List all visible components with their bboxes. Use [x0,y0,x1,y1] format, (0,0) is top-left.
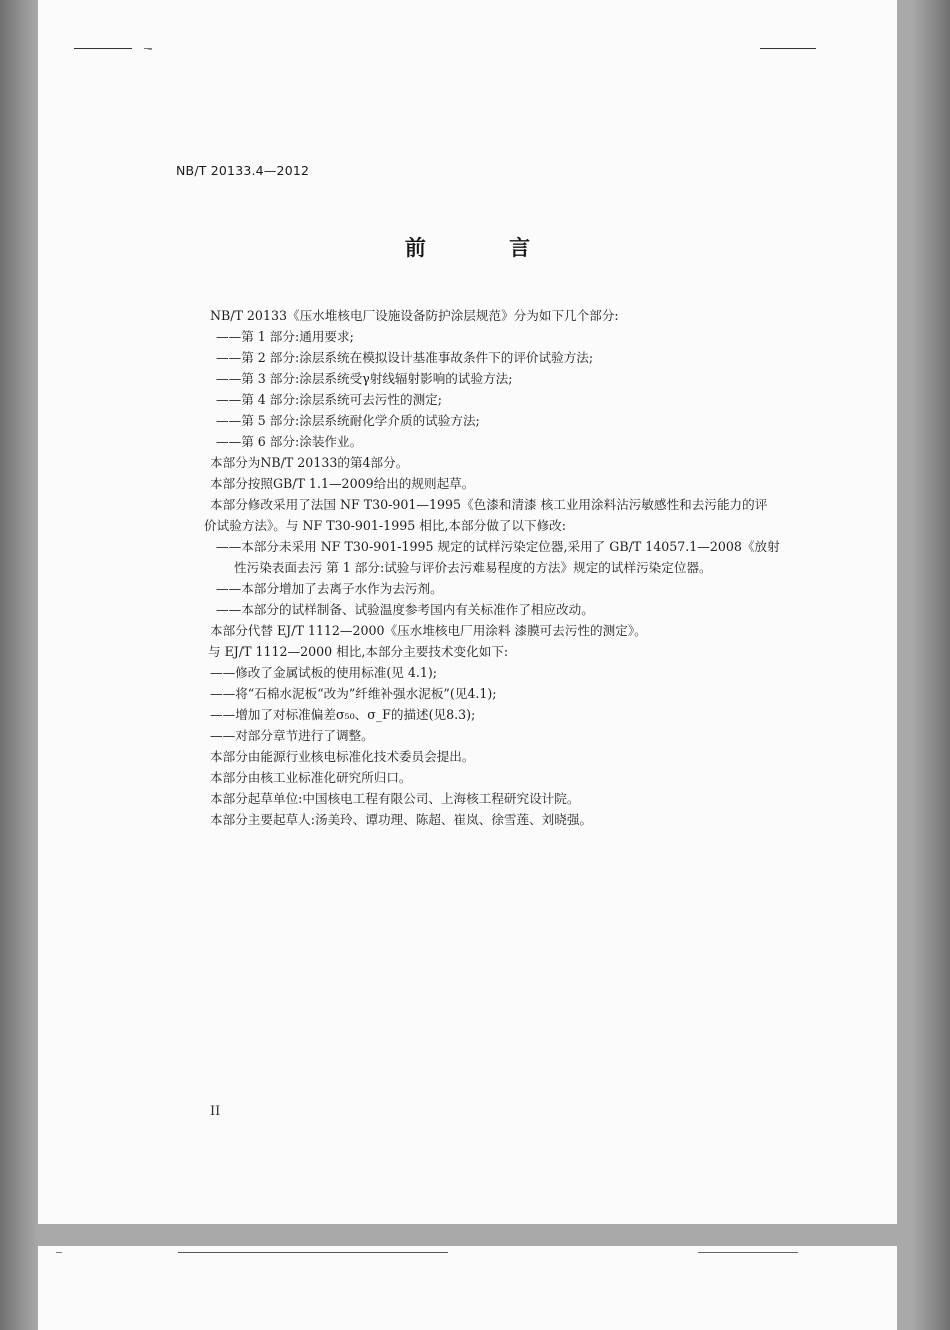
text-line: 本部分由能源行业核电标准化技术委员会提出。 [210,749,475,764]
text-line: 本部分修改采用了法国 NF T30-901—1995《色漆和清漆 核工业用涂料沾污敏感性和去污能力的评 [210,497,768,512]
list-item: ——修改了金属试板的使用标准(见 4.1); [210,665,438,680]
text-line: 本部分代替 EJ/T 1112—2000《压水堆核电厂用涂料 漆膜可去污性的测定》。 [210,623,647,638]
list-item: ——本部分增加了去离子水作为去污剂。 [216,581,443,596]
list-item: ——第 6 部分:涂装作业。 [216,434,363,449]
text-line: 本部分由核工业标准化研究所归口。 [210,770,412,785]
text-line: 本部分起草单位:中国核电工程有限公司、上海核工程研究设计院。 [210,791,580,806]
list-item: ——第 3 部分:涂层系统受γ射线辐射影响的试验方法; [216,371,513,386]
list-item: ——增加了对标准偏差σ₅₀、σ_F的描述(见8.3); [210,707,476,722]
scan-mark-next-middle [178,1252,448,1253]
text-line-continuation: 价试验方法》。与 NF T30-901-1995 相比,本部分做了以下修改: [204,518,567,533]
text-line: NB/T 20133《压水堆核电厂设施设备防护涂层规范》分为如下几个部分: [210,308,619,323]
list-item-continuation: 性污染表面去污 第 1 部分:试验与评价去污难易程度的方法》规定的试样污染定位器。 [234,560,712,575]
scan-mark-top-left-3 [148,49,152,50]
list-item: ——将“石棉水泥板“改为”纤维补强水泥板”(见4.1); [210,686,497,701]
text-line: 本部分为NB/T 20133的第4部分。 [210,455,409,470]
document-page [38,0,897,1224]
list-item: ——本部分未采用 NF T30-901-1995 规定的试样污染定位器,采用了 GB/T 14057.1—2008《放射 [216,539,780,554]
list-item: ——第 2 部分:涂层系统在模拟设计基准事故条件下的评价试验方法; [216,350,594,365]
page-number: II [210,1104,221,1119]
foreword-body [204,305,840,830]
list-item: ——第 4 部分:涂层系统可去污性的测定; [216,392,443,407]
next-page [38,1246,897,1330]
scan-mark-top-left [74,48,132,49]
list-item: ——第 1 部分:通用要求; [216,329,354,344]
scan-mark-next-right [698,1252,798,1253]
text-line: 本部分按照GB/T 1.1—2009给出的规则起草。 [210,476,475,491]
list-item: ——第 5 部分:涂层系统耐化学介质的试验方法; [216,413,480,428]
scan-mark-next-left [56,1252,62,1253]
text-line: 与 EJ/T 1112—2000 相比,本部分主要技术变化如下: [208,644,509,659]
page-title: 前 言 [404,236,569,260]
scan-mark-top-right [760,48,816,49]
standard-code: NB/T 20133.4—2012 [176,163,310,178]
list-item: ——对部分章节进行了调整。 [210,728,374,743]
text-line: 本部分主要起草人:汤美玲、谭功理、陈超、崔岚、徐雪莲、刘晓强。 [210,812,593,827]
list-item: ——本部分的试样制备、试验温度参考国内有关标准作了相应改动。 [216,602,594,617]
